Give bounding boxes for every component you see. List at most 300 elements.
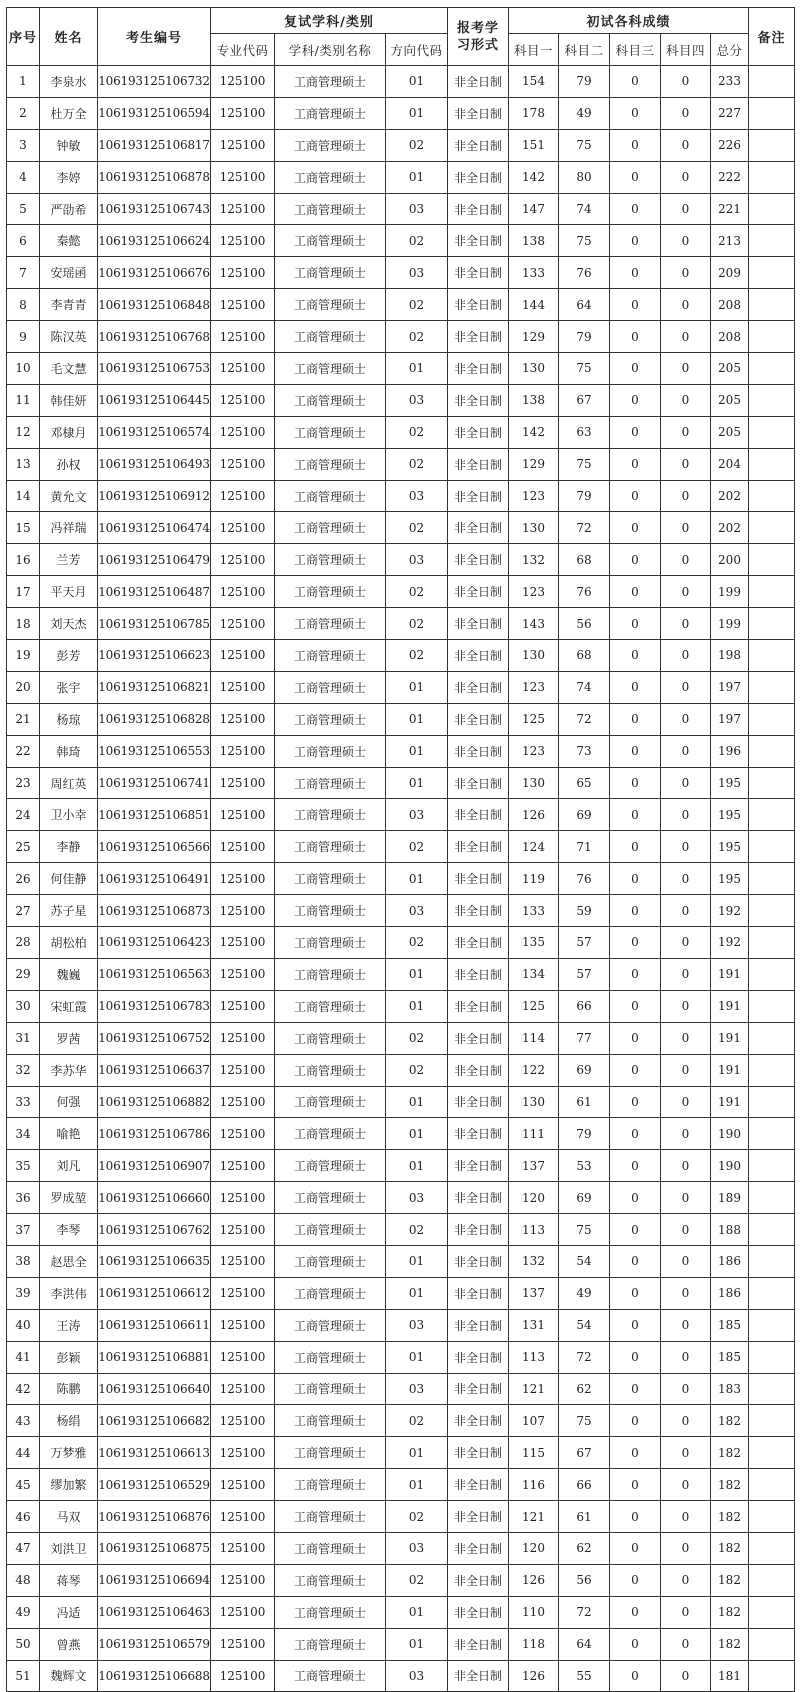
- cell-total: 222: [711, 161, 749, 193]
- cell-exam-id: 106193125106762: [98, 1214, 211, 1246]
- cell-total: 182: [711, 1469, 749, 1501]
- cell-exam-id: 106193125106529: [98, 1469, 211, 1501]
- header-subject4: 科目四: [661, 34, 711, 66]
- cell-subject-name: 工商管理硕士: [275, 1564, 386, 1596]
- cell-major-code: 125100: [211, 1086, 275, 1118]
- table-row: [7, 958, 795, 990]
- cell-subject1: 131: [509, 1309, 559, 1341]
- cell-subject3: 0: [610, 1054, 661, 1086]
- cell-exam-id: 106193125106574: [98, 416, 211, 448]
- cell-subject-name: 工商管理硕士: [275, 671, 386, 703]
- cell-subject2: 68: [559, 544, 610, 576]
- cell-subject3: 0: [610, 1022, 661, 1054]
- cell-subject3: 0: [610, 1373, 661, 1405]
- cell-study-mode: 非全日制: [448, 512, 509, 544]
- cell-subject4: 0: [661, 321, 711, 353]
- cell-total: 199: [711, 608, 749, 640]
- cell-subject4: 0: [661, 1086, 711, 1118]
- cell-subject1: 138: [509, 225, 559, 257]
- cell-subject1: 125: [509, 990, 559, 1022]
- cell-exam-id: 106193125106474: [98, 512, 211, 544]
- cell-subject3: 0: [610, 97, 661, 129]
- cell-subject2: 69: [559, 1054, 610, 1086]
- cell-total: 191: [711, 990, 749, 1022]
- cell-total: 213: [711, 225, 749, 257]
- cell-seq: 24: [7, 799, 40, 831]
- cell-subject2: 68: [559, 640, 610, 672]
- cell-remark: [749, 1118, 795, 1150]
- cell-name: 严劭希: [40, 193, 98, 225]
- cell-major-code: 125100: [211, 1341, 275, 1373]
- cell-subject1: 119: [509, 863, 559, 895]
- cell-remark: [749, 895, 795, 927]
- cell-remark: [749, 576, 795, 608]
- cell-subject-name: 工商管理硕士: [275, 1118, 386, 1150]
- cell-total: 182: [711, 1628, 749, 1660]
- cell-subject2: 79: [559, 321, 610, 353]
- cell-exam-id: 106193125106817: [98, 129, 211, 161]
- cell-major-code: 125100: [211, 544, 275, 576]
- cell-subject1: 132: [509, 544, 559, 576]
- cell-subject1: 126: [509, 1564, 559, 1596]
- cell-remark: [749, 1277, 795, 1309]
- table-row: [7, 863, 795, 895]
- cell-exam-id: 106193125106682: [98, 1405, 211, 1437]
- cell-major-code: 125100: [211, 640, 275, 672]
- cell-direction-code: 02: [386, 129, 448, 161]
- cell-name: 宋虹霞: [40, 990, 98, 1022]
- cell-study-mode: 非全日制: [448, 1245, 509, 1277]
- table-row: [7, 1532, 795, 1564]
- cell-total: 195: [711, 863, 749, 895]
- cell-direction-code: 01: [386, 353, 448, 385]
- cell-remark: [749, 384, 795, 416]
- cell-remark: [749, 1309, 795, 1341]
- cell-subject3: 0: [610, 1341, 661, 1373]
- cell-direction-code: 02: [386, 576, 448, 608]
- table-row: [7, 1245, 795, 1277]
- cell-subject1: 178: [509, 97, 559, 129]
- cell-subject2: 75: [559, 353, 610, 385]
- cell-remark: [749, 321, 795, 353]
- header-subject3: 科目三: [610, 34, 661, 66]
- cell-direction-code: 01: [386, 1469, 448, 1501]
- cell-major-code: 125100: [211, 1245, 275, 1277]
- cell-remark: [749, 480, 795, 512]
- cell-direction-code: 02: [386, 1022, 448, 1054]
- cell-study-mode: 非全日制: [448, 863, 509, 895]
- cell-subject1: 123: [509, 576, 559, 608]
- cell-name: 彭颖: [40, 1341, 98, 1373]
- cell-total: 227: [711, 97, 749, 129]
- cell-subject4: 0: [661, 1277, 711, 1309]
- cell-direction-code: 02: [386, 608, 448, 640]
- cell-direction-code: 03: [386, 1373, 448, 1405]
- cell-seq: 23: [7, 767, 40, 799]
- cell-exam-id: 106193125106613: [98, 1437, 211, 1469]
- table-row: [7, 161, 795, 193]
- cell-direction-code: 02: [386, 225, 448, 257]
- cell-major-code: 125100: [211, 257, 275, 289]
- cell-total: 190: [711, 1150, 749, 1182]
- cell-total: 183: [711, 1373, 749, 1405]
- cell-subject4: 0: [661, 353, 711, 385]
- cell-subject3: 0: [610, 735, 661, 767]
- cell-subject-name: 工商管理硕士: [275, 97, 386, 129]
- cell-total: 196: [711, 735, 749, 767]
- cell-subject-name: 工商管理硕士: [275, 799, 386, 831]
- cell-subject2: 72: [559, 703, 610, 735]
- cell-exam-id: 106193125106688: [98, 1660, 211, 1692]
- cell-study-mode: 非全日制: [448, 1182, 509, 1214]
- cell-seq: 45: [7, 1469, 40, 1501]
- cell-subject1: 115: [509, 1437, 559, 1469]
- cell-subject2: 56: [559, 1564, 610, 1596]
- cell-subject1: 133: [509, 895, 559, 927]
- cell-total: 195: [711, 799, 749, 831]
- cell-remark: [749, 958, 795, 990]
- header-retest-group: 复试学科/类别: [211, 8, 448, 34]
- cell-subject-name: 工商管理硕士: [275, 1596, 386, 1628]
- cell-exam-id: 106193125106623: [98, 640, 211, 672]
- cell-direction-code: 01: [386, 1086, 448, 1118]
- cell-name: 韩佳妍: [40, 384, 98, 416]
- cell-major-code: 125100: [211, 863, 275, 895]
- cell-subject4: 0: [661, 384, 711, 416]
- cell-subject1: 123: [509, 671, 559, 703]
- cell-name: 平天月: [40, 576, 98, 608]
- cell-remark: [749, 671, 795, 703]
- cell-seq: 40: [7, 1309, 40, 1341]
- cell-remark: [749, 1405, 795, 1437]
- cell-subject-name: 工商管理硕士: [275, 640, 386, 672]
- cell-subject-name: 工商管理硕士: [275, 1341, 386, 1373]
- cell-study-mode: 非全日制: [448, 321, 509, 353]
- cell-total: 188: [711, 1214, 749, 1246]
- cell-subject3: 0: [610, 384, 661, 416]
- cell-subject2: 61: [559, 1501, 610, 1533]
- cell-subject-name: 工商管理硕士: [275, 1628, 386, 1660]
- cell-name: 安瑶函: [40, 257, 98, 289]
- cell-subject3: 0: [610, 480, 661, 512]
- cell-remark: [749, 703, 795, 735]
- cell-study-mode: 非全日制: [448, 895, 509, 927]
- cell-direction-code: 02: [386, 1405, 448, 1437]
- cell-subject4: 0: [661, 1309, 711, 1341]
- cell-subject4: 0: [661, 958, 711, 990]
- cell-seq: 47: [7, 1532, 40, 1564]
- cell-name: 曾燕: [40, 1628, 98, 1660]
- table-body: [7, 66, 795, 1692]
- table-row: [7, 544, 795, 576]
- cell-remark: [749, 735, 795, 767]
- cell-subject-name: 工商管理硕士: [275, 1150, 386, 1182]
- cell-seq: 49: [7, 1596, 40, 1628]
- cell-subject2: 69: [559, 799, 610, 831]
- cell-seq: 22: [7, 735, 40, 767]
- cell-study-mode: 非全日制: [448, 703, 509, 735]
- cell-exam-id: 106193125106479: [98, 544, 211, 576]
- cell-direction-code: 01: [386, 958, 448, 990]
- cell-subject2: 54: [559, 1245, 610, 1277]
- table-row: [7, 384, 795, 416]
- cell-direction-code: 01: [386, 735, 448, 767]
- cell-total: 208: [711, 321, 749, 353]
- cell-direction-code: 02: [386, 1054, 448, 1086]
- cell-total: 226: [711, 129, 749, 161]
- cell-major-code: 125100: [211, 958, 275, 990]
- table-row: [7, 1214, 795, 1246]
- cell-name: 刘凡: [40, 1150, 98, 1182]
- cell-name: 钟敏: [40, 129, 98, 161]
- cell-study-mode: 非全日制: [448, 576, 509, 608]
- cell-total: 209: [711, 257, 749, 289]
- cell-subject2: 56: [559, 608, 610, 640]
- cell-subject2: 74: [559, 193, 610, 225]
- cell-subject2: 76: [559, 863, 610, 895]
- cell-study-mode: 非全日制: [448, 193, 509, 225]
- cell-direction-code: 01: [386, 1341, 448, 1373]
- cell-study-mode: 非全日制: [448, 1118, 509, 1150]
- cell-subject-name: 工商管理硕士: [275, 289, 386, 321]
- cell-major-code: 125100: [211, 1564, 275, 1596]
- cell-remark: [749, 1214, 795, 1246]
- cell-subject3: 0: [610, 353, 661, 385]
- cell-total: 195: [711, 831, 749, 863]
- cell-subject3: 0: [610, 831, 661, 863]
- cell-total: 205: [711, 384, 749, 416]
- cell-study-mode: 非全日制: [448, 416, 509, 448]
- cell-name: 彭芳: [40, 640, 98, 672]
- cell-subject2: 69: [559, 1182, 610, 1214]
- cell-subject1: 123: [509, 735, 559, 767]
- cell-study-mode: 非全日制: [448, 66, 509, 98]
- cell-subject-name: 工商管理硕士: [275, 1373, 386, 1405]
- table-row: [7, 576, 795, 608]
- cell-total: 185: [711, 1309, 749, 1341]
- cell-direction-code: 03: [386, 384, 448, 416]
- cell-name: 冯祥瑞: [40, 512, 98, 544]
- cell-exam-id: 106193125106445: [98, 384, 211, 416]
- cell-subject1: 130: [509, 640, 559, 672]
- score-table: [6, 7, 795, 1692]
- cell-direction-code: 02: [386, 289, 448, 321]
- cell-direction-code: 01: [386, 1150, 448, 1182]
- cell-subject4: 0: [661, 512, 711, 544]
- cell-study-mode: 非全日制: [448, 958, 509, 990]
- cell-direction-code: 02: [386, 927, 448, 959]
- cell-name: 兰芳: [40, 544, 98, 576]
- cell-subject3: 0: [610, 703, 661, 735]
- cell-seq: 31: [7, 1022, 40, 1054]
- cell-name: 李洪伟: [40, 1277, 98, 1309]
- cell-remark: [749, 1182, 795, 1214]
- cell-subject4: 0: [661, 97, 711, 129]
- cell-subject1: 110: [509, 1596, 559, 1628]
- cell-subject3: 0: [610, 225, 661, 257]
- table-row: [7, 1118, 795, 1150]
- cell-subject1: 151: [509, 129, 559, 161]
- cell-remark: [749, 767, 795, 799]
- cell-subject1: 113: [509, 1214, 559, 1246]
- cell-study-mode: 非全日制: [448, 480, 509, 512]
- cell-subject2: 67: [559, 1437, 610, 1469]
- cell-subject1: 142: [509, 161, 559, 193]
- cell-exam-id: 106193125106786: [98, 1118, 211, 1150]
- cell-direction-code: 03: [386, 1660, 448, 1692]
- cell-name: 李青青: [40, 289, 98, 321]
- cell-seq: 48: [7, 1564, 40, 1596]
- cell-major-code: 125100: [211, 1596, 275, 1628]
- cell-name: 何佳静: [40, 863, 98, 895]
- cell-remark: [749, 831, 795, 863]
- cell-study-mode: 非全日制: [448, 1628, 509, 1660]
- cell-exam-id: 106193125106851: [98, 799, 211, 831]
- table-row: [7, 703, 795, 735]
- cell-subject3: 0: [610, 1628, 661, 1660]
- cell-subject-name: 工商管理硕士: [275, 1405, 386, 1437]
- cell-direction-code: 01: [386, 671, 448, 703]
- cell-subject-name: 工商管理硕士: [275, 895, 386, 927]
- cell-subject3: 0: [610, 1596, 661, 1628]
- cell-subject3: 0: [610, 958, 661, 990]
- cell-exam-id: 106193125106873: [98, 895, 211, 927]
- cell-subject-name: 工商管理硕士: [275, 1086, 386, 1118]
- cell-subject2: 59: [559, 895, 610, 927]
- table-row: [7, 1341, 795, 1373]
- cell-name: 何强: [40, 1086, 98, 1118]
- cell-subject2: 61: [559, 1086, 610, 1118]
- cell-subject2: 76: [559, 576, 610, 608]
- table-row: [7, 895, 795, 927]
- cell-exam-id: 106193125106579: [98, 1628, 211, 1660]
- cell-study-mode: 非全日制: [448, 97, 509, 129]
- cell-subject-name: 工商管理硕士: [275, 1437, 386, 1469]
- cell-total: 192: [711, 927, 749, 959]
- cell-total: 200: [711, 544, 749, 576]
- cell-name: 黄允文: [40, 480, 98, 512]
- cell-remark: [749, 927, 795, 959]
- cell-remark: [749, 97, 795, 129]
- cell-subject-name: 工商管理硕士: [275, 1214, 386, 1246]
- cell-direction-code: 01: [386, 990, 448, 1022]
- cell-direction-code: 01: [386, 97, 448, 129]
- cell-total: 182: [711, 1437, 749, 1469]
- cell-subject3: 0: [610, 640, 661, 672]
- cell-subject1: 130: [509, 512, 559, 544]
- cell-subject2: 64: [559, 289, 610, 321]
- cell-exam-id: 106193125106635: [98, 1245, 211, 1277]
- cell-seq: 10: [7, 353, 40, 385]
- cell-subject3: 0: [610, 1150, 661, 1182]
- table-header: [7, 8, 795, 66]
- cell-total: 186: [711, 1245, 749, 1277]
- cell-total: 199: [711, 576, 749, 608]
- cell-name: 孙权: [40, 448, 98, 480]
- cell-subject4: 0: [661, 1660, 711, 1692]
- cell-subject2: 49: [559, 1277, 610, 1309]
- cell-major-code: 125100: [211, 1373, 275, 1405]
- cell-seq: 4: [7, 161, 40, 193]
- table-row: [7, 1405, 795, 1437]
- cell-seq: 26: [7, 863, 40, 895]
- cell-seq: 41: [7, 1341, 40, 1373]
- cell-major-code: 125100: [211, 512, 275, 544]
- cell-exam-id: 106193125106878: [98, 161, 211, 193]
- cell-study-mode: 非全日制: [448, 1373, 509, 1405]
- cell-major-code: 125100: [211, 895, 275, 927]
- cell-study-mode: 非全日制: [448, 1150, 509, 1182]
- cell-remark: [749, 1086, 795, 1118]
- table-row: [7, 1596, 795, 1628]
- cell-study-mode: 非全日制: [448, 735, 509, 767]
- cell-seq: 28: [7, 927, 40, 959]
- cell-subject3: 0: [610, 1437, 661, 1469]
- cell-study-mode: 非全日制: [448, 1405, 509, 1437]
- cell-subject2: 72: [559, 512, 610, 544]
- cell-exam-id: 106193125106881: [98, 1341, 211, 1373]
- table-row: [7, 1054, 795, 1086]
- cell-remark: [749, 289, 795, 321]
- cell-subject-name: 工商管理硕士: [275, 353, 386, 385]
- cell-subject-name: 工商管理硕士: [275, 321, 386, 353]
- cell-study-mode: 非全日制: [448, 161, 509, 193]
- cell-major-code: 125100: [211, 831, 275, 863]
- cell-subject1: 116: [509, 1469, 559, 1501]
- cell-study-mode: 非全日制: [448, 831, 509, 863]
- cell-study-mode: 非全日制: [448, 1532, 509, 1564]
- cell-remark: [749, 863, 795, 895]
- cell-name: 蒋琴: [40, 1564, 98, 1596]
- cell-major-code: 125100: [211, 66, 275, 98]
- cell-remark: [749, 1373, 795, 1405]
- cell-subject-name: 工商管理硕士: [275, 1245, 386, 1277]
- cell-remark: [749, 990, 795, 1022]
- cell-subject3: 0: [610, 863, 661, 895]
- cell-name: 秦懿: [40, 225, 98, 257]
- cell-exam-id: 106193125106732: [98, 66, 211, 98]
- cell-subject3: 0: [610, 448, 661, 480]
- cell-name: 李泉水: [40, 66, 98, 98]
- cell-major-code: 125100: [211, 1214, 275, 1246]
- cell-exam-id: 106193125106828: [98, 703, 211, 735]
- cell-subject1: 111: [509, 1118, 559, 1150]
- cell-subject-name: 工商管理硕士: [275, 831, 386, 863]
- table-row: [7, 1277, 795, 1309]
- cell-seq: 30: [7, 990, 40, 1022]
- cell-study-mode: 非全日制: [448, 225, 509, 257]
- cell-total: 205: [711, 416, 749, 448]
- cell-subject4: 0: [661, 193, 711, 225]
- cell-direction-code: 01: [386, 1277, 448, 1309]
- cell-subject2: 74: [559, 671, 610, 703]
- cell-subject1: 138: [509, 384, 559, 416]
- cell-exam-id: 106193125106768: [98, 321, 211, 353]
- cell-direction-code: 03: [386, 193, 448, 225]
- cell-subject-name: 工商管理硕士: [275, 1532, 386, 1564]
- cell-subject4: 0: [661, 480, 711, 512]
- cell-exam-id: 106193125106753: [98, 353, 211, 385]
- cell-seq: 51: [7, 1660, 40, 1692]
- cell-subject1: 130: [509, 767, 559, 799]
- cell-subject1: 143: [509, 608, 559, 640]
- cell-total: 181: [711, 1660, 749, 1692]
- table-row: [7, 1182, 795, 1214]
- cell-seq: 19: [7, 640, 40, 672]
- cell-name: 胡松柏: [40, 927, 98, 959]
- cell-subject4: 0: [661, 1341, 711, 1373]
- cell-subject-name: 工商管理硕士: [275, 161, 386, 193]
